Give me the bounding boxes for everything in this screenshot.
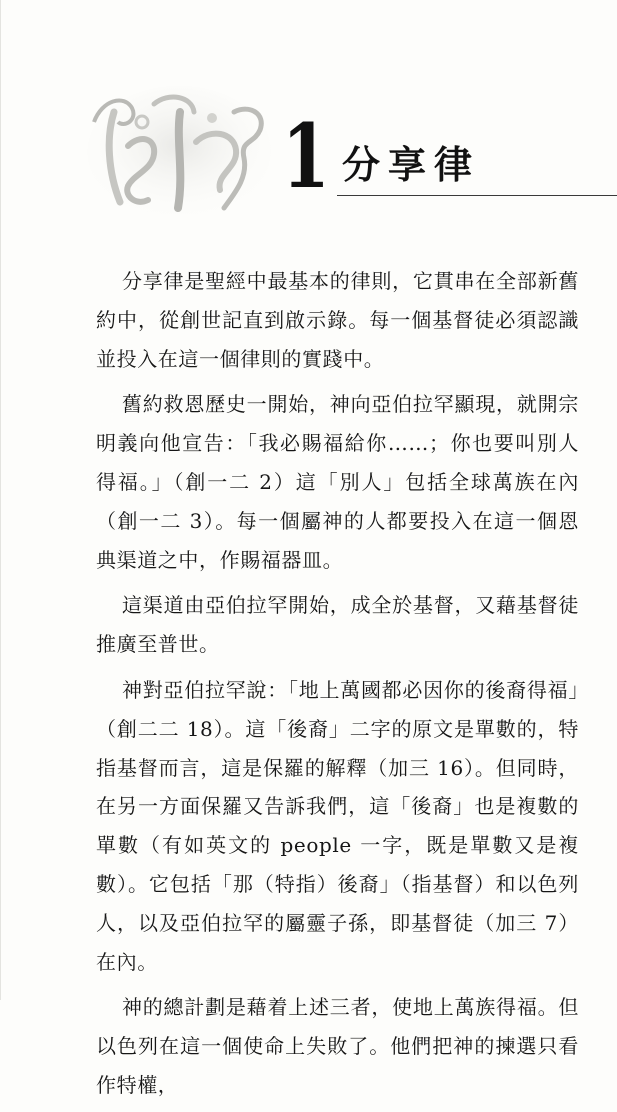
- paragraph: 舊約救恩歷史一開始，神向亞伯拉罕顯現，就開宗明義向他宣告：「我必賜福給你……；你也要叫別人得福。」（創一二 2）這「別人」包括全球萬族在內（創一二 3）。每一個屬神的人都要投入在這一個恩典渠道之中，作賜福器皿。: [96, 392, 579, 572]
- paragraph: 神對亞伯拉罕說：「地上萬國都必因你的後裔得福」（創二二 18）。這「後裔」二字的原文是單數的，特指基督而言，這是保羅的解釋（加三 16）。但同時，在另一方面保羅又告訴我們，這「後裔」也是複數的單數（有如英文的 people 一字，既是單數又是複數）。它包括「那（特指）後裔」（指基督）和以色列人，以及亞伯拉罕的屬靈子孫，即基督徒（加三 7）在內。: [96, 677, 579, 974]
- chapter-title: 分享律: [342, 143, 481, 187]
- body-text: [96, 262, 579, 1112]
- paragraph: 分享律是聖經中最基本的律則，它貫串在全部新舊約中，從創世記直到啟示錄。每一個基督徒必須認識並投入在這一個律則的實踐中。: [96, 269, 579, 371]
- paragraph: 這渠道由亞伯拉罕開始，成全於基督，又藉基督徒推廣至普世。: [96, 593, 579, 657]
- decorative-ornament-icon: [84, 82, 274, 222]
- title-divider: [337, 195, 617, 196]
- chapter-number: 1: [282, 104, 330, 208]
- paragraph: 神的總計劃是藉着上述三者，使地上萬族得福。但以色列在這一個使命上失敗了。他們把神的揀選只看作特權，: [96, 995, 579, 1097]
